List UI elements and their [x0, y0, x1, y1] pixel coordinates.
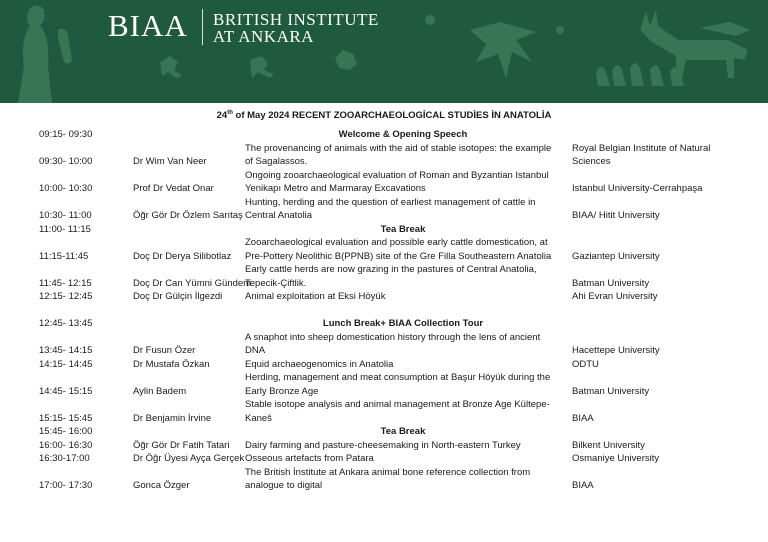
session-title: Equid archaeogenomics in Anatolia: [245, 358, 394, 370]
session-title: Stable isotope analysis and animal management at Bronze Age Kültepe-Kaneš: [245, 399, 550, 424]
spacer-row: [0, 304, 768, 318]
session-time: 11:15-11:45: [39, 250, 89, 262]
session-affiliation: Istanbul University-Cerrahpaşa: [572, 183, 703, 194]
session-row: [0, 452, 768, 466]
session-speaker: Doç Dr Gülçin İlgezdi: [133, 291, 223, 302]
session-title: Animal exploitation at Eksi Höyük: [245, 291, 386, 302]
hand-figure-icon: [58, 29, 72, 64]
animal-figure-icon: [250, 56, 274, 78]
heading-text: of May 2024 RECENT ZOOARCHAEOLOGİCAL STUDİES İN ANATOLİA: [232, 110, 552, 122]
session-row: [0, 371, 768, 398]
bird-icon: [630, 63, 644, 86]
session-affiliation: BIAA/ Hitit University: [572, 210, 660, 221]
session-time: 14:45- 15:15: [39, 385, 93, 397]
session-row: [0, 290, 768, 304]
session-row: [0, 439, 768, 453]
session-affiliation: BIAA: [572, 480, 594, 491]
session-time: 10:30- 11:00: [39, 210, 92, 221]
session-time: 17:00- 17:30: [39, 480, 93, 491]
animal-figure-icon: [335, 50, 357, 70]
session-affiliation: Hacettepe University: [572, 345, 660, 356]
logo-divider: [202, 9, 203, 45]
session-row: [0, 331, 768, 358]
session-row: [0, 169, 768, 196]
session-speaker: Aylin Badem: [133, 385, 187, 397]
bird-icon: [612, 65, 626, 86]
session-time: 10:00- 10:30: [39, 183, 93, 194]
session-title: The provenancing of animals with the aid of stable isotopes: the example of Sagalassos.: [245, 142, 552, 167]
session-time: 11:00- 11:15: [39, 223, 91, 235]
heading-suffix: th: [227, 110, 233, 116]
session-affiliation: Ahi Evran University: [572, 291, 658, 302]
session-row: [0, 236, 768, 263]
break-title: Tea Break: [380, 426, 426, 437]
session-time: 12:45- 13:45: [39, 318, 93, 329]
session-affiliation: Batman University: [572, 277, 650, 289]
logo-name-line2: AT ANKARA: [213, 27, 315, 46]
session-time: 12:15- 12:45: [39, 291, 93, 302]
session-title: Osseous artefacts from Patara: [245, 453, 374, 464]
session-affiliation: ODTU: [572, 358, 599, 370]
session-time: 16:30-17:00: [39, 453, 90, 464]
session-time: 14:15- 14:45: [39, 358, 93, 370]
session-speaker: Dr Wim Van Neer: [133, 156, 207, 167]
break-row: [0, 223, 768, 237]
session-title: Zooarchaeological evaluation and possible early cattle domestication, at Pre-Pottery Neolithic B(PPNB) site of the Gre Filla Southeastern Anatolia: [245, 237, 552, 262]
session-speaker: Prof Dr Vedat Onar: [133, 183, 214, 194]
session-row: [0, 263, 768, 290]
break-row: [0, 317, 768, 331]
bird-icon: [650, 65, 664, 86]
session-speaker: Dr Mustafa Özkan: [133, 358, 210, 370]
bird-icon: [596, 67, 610, 86]
session-row: [0, 142, 768, 169]
break-row: [0, 128, 768, 142]
session-speaker: Dr Fusun Özer: [133, 345, 196, 356]
session-title: Ongoing zooarchaeological evaluation of Roman and Byzantian Istanbul Yenikapı Metro and Marmaray Excavations: [245, 169, 549, 194]
break-title: Welcome & Opening Speech: [338, 129, 468, 140]
session-speaker: Doç Dr Derya Silibotlaz: [133, 250, 232, 262]
session-row: [0, 466, 768, 493]
programme-table: [0, 128, 768, 493]
logo-biaa: BIAA: [108, 8, 188, 43]
session-speaker: Doç Dr Can Yümni Gündem: [133, 277, 252, 289]
header-banner: [0, 0, 768, 103]
session-title: Herding, management and meat consumption at Başur Höyük during the Early Bronze Age: [245, 372, 551, 397]
logo-name-line1: BRITISH INSTITUTE: [213, 10, 379, 29]
programme-heading: [0, 110, 768, 121]
session-time: 15:45- 16:00: [39, 426, 93, 437]
session-affiliation: Bilkent University: [572, 439, 645, 451]
session-time: 11:45- 12:15: [39, 277, 92, 289]
statue-figure-icon: [18, 5, 52, 103]
session-title: Early cattle herds are now grazing in the pastures of Central Anatolia, Tepecik-Çiftlik.: [245, 264, 537, 289]
session-time: 13:45- 14:15: [39, 345, 93, 356]
session-row: [0, 196, 768, 223]
session-time: 16:00- 16:30: [39, 439, 93, 451]
session-title: A snaphot into sheep domestication history through the lens of ancient DNA: [245, 331, 541, 356]
heading-day: 24: [216, 110, 228, 122]
session-speaker: Dr Benjamin İrvine: [133, 412, 212, 424]
break-title: Tea Break: [380, 223, 426, 235]
animal-figure-icon: [160, 56, 182, 78]
session-affiliation: BIAA: [572, 412, 594, 424]
session-affiliation: Royal Belgian Institute of Natural Sciences: [572, 142, 711, 167]
session-title: Dairy farming and pasture-cheesemaking in North-eastern Turkey: [245, 439, 521, 451]
session-title: The British İnstitute at Ankara animal bone reference collection from analogue to digital: [245, 466, 531, 491]
break-title: Lunch Break+ BIAA Collection Tour: [322, 318, 484, 329]
session-speaker: Öğr Gör Dr Fatih Tatari: [133, 439, 230, 451]
session-time: 15:15- 15:45: [39, 412, 93, 424]
session-affiliation: Osmaniye University: [572, 453, 660, 464]
winged-figure-icon: [470, 22, 536, 78]
session-row: [0, 398, 768, 425]
session-speaker: Gonca Özger: [133, 480, 190, 491]
session-time: 09:15- 09:30: [39, 129, 93, 140]
session-speaker: Dr Öğr Üyesi Ayça Gerçek: [133, 453, 245, 464]
session-affiliation: Batman University: [572, 385, 650, 397]
session-affiliation: Gaziantep University: [572, 250, 660, 262]
session-speaker: Öğr Gör Dr Özlem Sarıtaş: [133, 210, 243, 221]
break-row: [0, 425, 768, 439]
session-row: [0, 358, 768, 372]
session-time: 09:30- 10:00: [39, 156, 93, 167]
session-title: Hunting, herding and the question of earliest management of cattle in Central Anatolia: [245, 196, 536, 221]
